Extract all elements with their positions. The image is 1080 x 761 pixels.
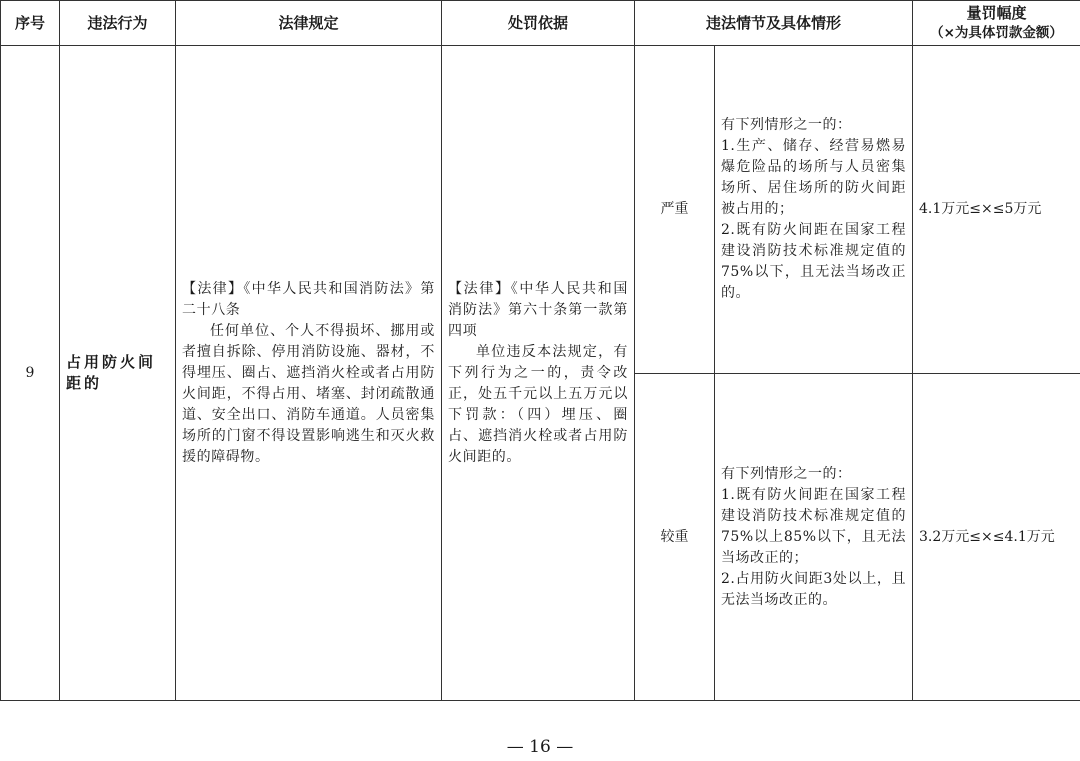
row-number: 9 [1,46,60,701]
header-act: 违法行为 [60,1,176,46]
circumstance-line: 2.既有防火间距在国家工程建设消防技术标准规定值的75%以下，且无法当场改正的。 [721,222,907,301]
table-header-row [1,1,1080,46]
header-circumstance: 违法情节及具体情形 [635,1,913,46]
header-range-note: （×为具体罚款金额） [930,25,1063,41]
severity-level: 较重 [635,374,715,701]
penalty-basis [442,46,635,701]
header-range [913,1,1080,46]
page-number: — 16 — [506,737,574,757]
header-basis: 处罚依据 [442,1,635,46]
fine-range: 3.2万元≤×≤4.1万元 [913,374,1080,701]
penalty-basis-body: 单位违反本法规定，有下列行为之一的，责令改正，处五千元以上五万元以下罚款：（四）埋压、圈占、遮挡消火栓或者占用防火间距的。 [448,343,628,465]
header-no: 序号 [1,1,60,46]
circumstance-line: 有下列情形之一的： [721,117,852,133]
law-provision-heading: 【法律】《中华人民共和国消防法》第二十八条 [182,280,435,318]
circumstance-line: 1.生产、储存、经营易燃易爆危险品的场所与人员密集场所、居住场所的防火间距被占用的； [721,138,907,217]
law-provision-body: 任何单位、个人不得损坏、挪用或者擅自拆除、停用消防设施、器材，不得埋压、圈占、遮挡消火栓或者占用防火间距，不得占用、堵塞、封闭疏散通道、安全出口、消防车通道。人员密集场所的门窗不得设置影响逃生和灭火救援的障碍物。 [182,322,435,465]
law-provision [176,46,442,701]
severity-level: 严重 [635,46,715,374]
table-row [1,46,1080,374]
circumstance-detail [715,374,913,701]
header-range-title: 量罚幅度 [966,4,1027,22]
circumstance-line: 1.既有防火间距在国家工程建设消防技术标准规定值的75%以上85%以下，且无法当场改正的； [721,486,907,566]
circumstance-line: 有下列情形之一的： [721,465,852,482]
penalty-basis-heading: 【法律】《中华人民共和国消防法》第六十条第一款第四项 [448,280,628,339]
circumstance-line: 2.占用防火间距3处以上，且无法当场改正的。 [721,570,907,608]
fine-range: 4.1万元≤×≤5万元 [913,46,1080,374]
circumstance-detail [715,46,913,374]
violation-act: 占用防火间距的 [60,46,176,701]
header-law: 法律规定 [176,1,442,46]
